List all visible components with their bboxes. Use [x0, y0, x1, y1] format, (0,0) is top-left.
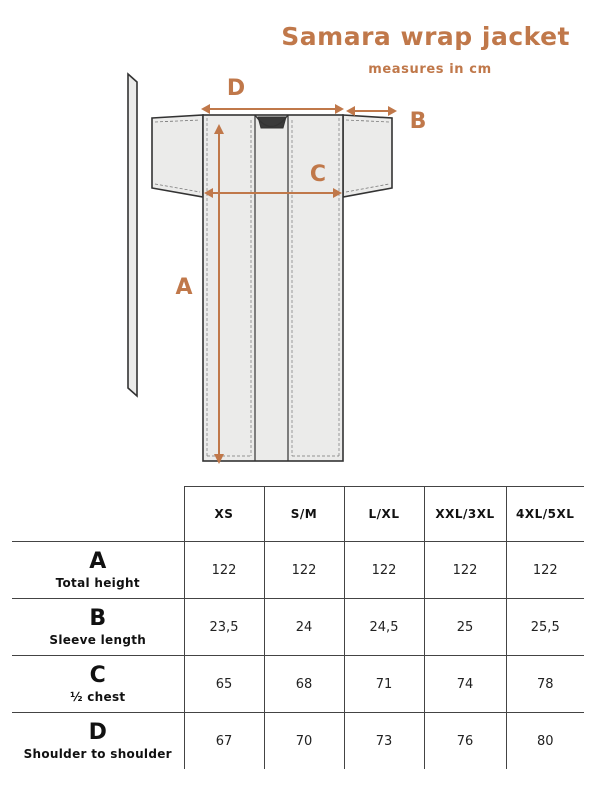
left-sleeve — [152, 115, 203, 197]
row-label: Sleeve length — [49, 632, 147, 647]
table-row — [12, 656, 584, 713]
label-d: D — [226, 76, 246, 101]
table-cell: 76 — [424, 713, 506, 770]
size-header: XXL/3XL — [424, 487, 506, 542]
table-row — [12, 542, 584, 599]
size-header: 4XL/5XL — [506, 487, 584, 542]
table-cell: 122 — [184, 542, 264, 599]
table-cell: 24,5 — [344, 599, 424, 656]
table-cell: 25 — [424, 599, 506, 656]
table-cell: 71 — [344, 656, 424, 713]
table-cell: 122 — [344, 542, 424, 599]
table-row — [12, 599, 584, 656]
row-letter: A — [89, 548, 107, 574]
table-cell: 65 — [184, 656, 264, 713]
table-cell: 74 — [424, 656, 506, 713]
row-header — [12, 542, 184, 599]
table-cell: 68 — [264, 656, 344, 713]
table-cell: 122 — [506, 542, 584, 599]
label-c: C — [309, 162, 327, 187]
size-header: L/XL — [344, 487, 424, 542]
size-header: S/M — [264, 487, 344, 542]
measure-b-arrow — [346, 106, 397, 116]
size-header: XS — [184, 487, 264, 542]
page-title: Samara wrap jacket — [281, 22, 570, 51]
row-letter: C — [89, 662, 106, 688]
label-b: B — [409, 109, 427, 134]
row-label: Total height — [55, 575, 140, 590]
table-cell: 23,5 — [184, 599, 264, 656]
page-subtitle: measures in cm — [368, 62, 492, 77]
row-label: Shoulder to shoulder — [23, 746, 172, 761]
label-a: A — [175, 275, 193, 300]
table-cell: 25,5 — [506, 599, 584, 656]
table-cell: 73 — [344, 713, 424, 770]
row-header — [12, 713, 184, 770]
table-cell: 122 — [424, 542, 506, 599]
row-label: ½ chest — [70, 689, 126, 704]
table-cell: 70 — [264, 713, 344, 770]
table-cell: 67 — [184, 713, 264, 770]
row-letter: B — [89, 605, 107, 631]
row-header — [12, 656, 184, 713]
row-header — [12, 599, 184, 656]
table-cell: 24 — [264, 599, 344, 656]
measure-d-arrow — [201, 104, 344, 114]
table-cell: 78 — [506, 656, 584, 713]
table-cell: 122 — [264, 542, 344, 599]
table-cell: 80 — [506, 713, 584, 770]
belt-strip — [128, 74, 137, 396]
size-table — [12, 486, 584, 769]
row-letter: D — [88, 719, 107, 745]
table-corner — [12, 487, 184, 542]
right-sleeve — [343, 115, 392, 197]
table-row — [12, 713, 584, 770]
